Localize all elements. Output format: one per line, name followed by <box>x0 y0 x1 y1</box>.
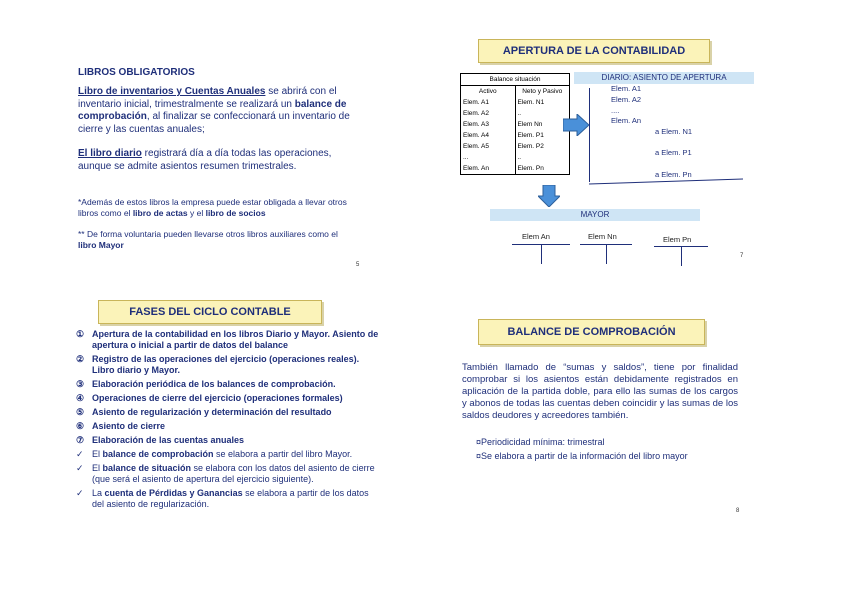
fase-number-icon: ⑥ <box>76 421 85 431</box>
balance-activo-cell: Elem. A1 <box>461 97 515 108</box>
bullet-icon: ¤ <box>476 437 482 447</box>
fase-text: Asiento de cierre <box>92 421 166 431</box>
t-account-1 <box>512 244 570 264</box>
diario-bottom-line <box>589 178 744 186</box>
page-number: 5 <box>356 262 360 268</box>
fase-number-icon: ② <box>76 354 85 364</box>
balance-activo-cell: ... <box>461 152 515 163</box>
fase-number-icon: ① <box>76 329 85 339</box>
balance-row <box>461 130 569 141</box>
t-account-3 <box>654 246 708 266</box>
fase-item <box>74 354 379 376</box>
check-text-b: cuenta de Pérdidas y Ganancias <box>104 488 243 498</box>
diario-left-3: .... <box>611 106 620 115</box>
balance-pasivo-cell: Elem Nn <box>517 121 543 128</box>
balance-activo-cell: Elem. A5 <box>461 141 515 152</box>
mayor-account-2: Elem Nn <box>588 232 617 241</box>
balance-situacion-table <box>460 73 570 175</box>
check-text-c: se elabora a partir del libro Mayor. <box>213 449 353 459</box>
balance-header: Balance situación <box>461 74 569 86</box>
fase-text: Operaciones de cierre del ejercicio (operaciones formales) <box>92 393 343 403</box>
arrow-down-icon <box>538 185 560 207</box>
diario-right-1: a Elem. N1 <box>655 127 693 136</box>
balance-row <box>461 97 569 108</box>
diario-right-3: a Elem. Pn <box>655 170 692 179</box>
fase-text: Apertura de la contabilidad en los libros Diario y Mayor. Asiento de apertura o inicial a partir de datos del balance <box>92 329 379 350</box>
bullet-icon: ¤ <box>476 451 482 461</box>
balance-activo-cell: Elem. A2 <box>461 108 515 119</box>
check-text-b: balance de comprobación <box>102 449 214 459</box>
heading-libros: LIBROS OBLIGATORIOS <box>78 67 195 78</box>
p2-text: registrará día a día todas las operaciones, aunque se admite asientos resumen trimestrales. <box>78 148 332 172</box>
mayor-account-1: Elem An <box>522 232 550 241</box>
note-voluntarios <box>78 229 348 251</box>
libro-inventarios-term: Libro de inventarios y Cuentas Anuales <box>78 86 266 97</box>
check-item <box>74 488 379 510</box>
balance-pasivo-cell: Elem. N1 <box>517 99 545 106</box>
check-text-c: se elabora a partir de los datos del asiento de regularización. <box>92 488 369 509</box>
mayor-account-3: Elem Pn <box>663 235 692 244</box>
note1-b2: libro de socios <box>205 208 266 218</box>
fase-item <box>74 393 379 404</box>
balance-comprobacion-title: BALANCE DE COMPROBACIÓN <box>478 319 705 345</box>
fases-title: FASES DEL CICLO CONTABLE <box>98 300 322 324</box>
fase-item <box>74 379 379 390</box>
check-text-b: balance de situación <box>102 463 192 473</box>
balance-activo-cell: Elem. A4 <box>461 130 515 141</box>
balance-row <box>461 141 569 152</box>
fases-list <box>74 329 379 513</box>
diario-title: DIARIO: ASIENTO DE APERTURA <box>574 72 754 84</box>
balance-row <box>461 119 569 130</box>
check-text-c: se elabora con los datos del asiento de cierre (que será el asiento de apertura del ejercicio siguiente). <box>92 463 375 484</box>
p1-text-b: , al finalizar se confeccionará un inventario de cierre y las cuentas anuales; <box>78 111 350 135</box>
p1-bold: balance de comprobación <box>78 98 347 122</box>
diario-left-2: Elem. A2 <box>611 95 642 104</box>
fase-number-icon: ⑤ <box>76 407 85 417</box>
fase-text: Elaboración periódica de los balances de comprobación. <box>92 379 336 389</box>
fase-item <box>74 435 379 446</box>
fase-text: Asiento de regularización y determinación del resultado <box>92 407 332 417</box>
libro-diario-term: El libro diario <box>78 148 142 159</box>
balance-rows <box>461 97 569 174</box>
note-otros-libros <box>78 197 348 219</box>
check-item <box>74 449 379 460</box>
check-icon: ✓ <box>76 488 84 498</box>
paragraph-diario <box>78 148 348 173</box>
page-number: 7 <box>740 253 744 259</box>
note2-a: ** De forma voluntaria pueden llevarse otros libros auxiliares como el <box>78 229 338 239</box>
balance-pasivo-cell: .. <box>517 154 522 161</box>
diario-left-line <box>589 88 590 182</box>
balance-row <box>461 163 569 174</box>
page-number: 8 <box>736 508 740 514</box>
check-text-a: El <box>92 449 103 459</box>
note1-b1: libro de actas <box>132 208 188 218</box>
note1-a: *Además de estos libros la empresa puede estar obligada a llevar otros libros como el <box>78 197 347 218</box>
balance-comprobacion-body: También llamado de “sumas y saldos”, tiene por finalidad comprobar si los asientos están debidamente registrados en aplicación de la partida doble, para ello las sumas de los cargos y abonos de todas las cuentas deben coincidir y las sumas de los saldos deudores y acreedores también. <box>462 362 738 421</box>
balance-row <box>461 152 569 163</box>
note2-b: libro Mayor <box>78 240 124 250</box>
balance-row <box>461 108 569 119</box>
balance-pasivo-cell: Elem. P1 <box>517 132 544 139</box>
fase-item <box>74 329 379 351</box>
p1-text-a: se abrirá con el inventario inicial, trimestralmente se realizará un <box>78 86 337 110</box>
fase-item <box>74 407 379 418</box>
t-account-2 <box>580 244 632 264</box>
bullet-periodicidad <box>476 436 605 449</box>
paragraph-inventarios <box>78 86 353 136</box>
arrow-right-icon <box>563 114 589 136</box>
bullet2-text: Se elabora a partir de la información del libro mayor <box>481 451 688 461</box>
check-text-a: El <box>92 463 103 473</box>
fase-number-icon: ⑦ <box>76 435 85 445</box>
apertura-title: APERTURA DE LA CONTABILIDAD <box>478 39 710 63</box>
fase-item <box>74 421 379 432</box>
fase-text: Registro de las operaciones del ejercicio (operaciones reales). Libro diario y Mayor. <box>92 354 360 375</box>
balance-col-activo: Activo <box>461 86 515 98</box>
fase-number-icon: ③ <box>76 379 85 389</box>
note1-c: y el <box>187 208 206 218</box>
balance-pasivo-cell: Elem. Pn <box>517 165 544 172</box>
diario-right-2: a Elem. P1 <box>655 148 692 157</box>
check-text-a: La <box>92 488 105 498</box>
mayor-title: MAYOR <box>490 209 700 221</box>
balance-col-neto: Neto y Pasivo <box>522 88 563 95</box>
bullet1-text: Periodicidad mínima: trimestral <box>481 437 605 447</box>
diario-left-4: Elem. An <box>611 116 642 125</box>
fase-text: Elaboración de las cuentas anuales <box>92 435 245 445</box>
fase-number-icon: ④ <box>76 393 85 403</box>
balance-activo-cell: Elem. An <box>461 163 515 174</box>
balance-activo-cell: Elem. A3 <box>461 119 515 130</box>
check-icon: ✓ <box>76 449 84 459</box>
bullet-libro-mayor <box>476 450 688 463</box>
check-icon: ✓ <box>76 463 84 473</box>
balance-pasivo-cell: Elem. P2 <box>517 143 544 150</box>
diario-left-1: Elem. A1 <box>611 84 642 93</box>
balance-pasivo-cell: .. <box>517 110 522 117</box>
check-item <box>74 463 379 485</box>
